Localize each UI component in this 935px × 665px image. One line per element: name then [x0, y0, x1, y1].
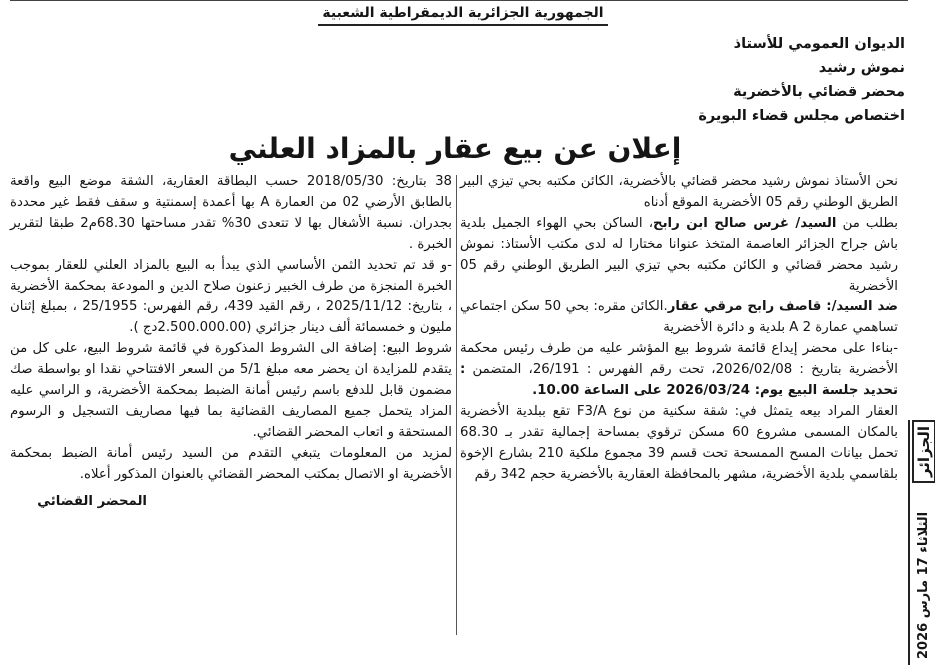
session-details: -بناءا على محضر إيداع قائمة شروط بيع المؤشر عليه من طرف رئيس محكمة الأخضرية بتاريخ : 2026/02/08، تحت رقم الفهرس : 26/191، المتضمن [460, 341, 898, 378]
side-strip-content [910, 420, 935, 665]
paragraph-session [460, 339, 898, 402]
office-line-4: اختصاص مجلس قضاء البويرة [698, 108, 905, 124]
paragraph-intro: نحن الأستاذ نموش رشيد محضر قضائي بالأخضرية، الكائن مكتبه بحي تيزي البير الطريق الوطني رقم 05 الأخضرية الموقع أدناه [460, 174, 898, 210]
paragraph-conditions: شروط البيع: إضافة الى الشروط المذكورة في قائمة شروط البيع، على كل من يتقدم للمزايدة ان يحضر معه مبلغ 5/1 من السعر الافتتاحي نقدا او بواسطة صك مضمون قابل للدفع باسم رئيس أمانة الضبط بمحكمة الأخضرية، و الراسي عليه المزاد يتحمل جميع المصاريف القضائية بما فيها مصاريف التسجيل و الرسوم المستحقة و اتعاب المحضر القضائي. [10, 341, 452, 440]
top-rule [10, 0, 908, 1]
paragraph-plaintiff [460, 214, 898, 298]
session-date: : تحديد جلسة البيع يوم: 2026/03/24 على الساعة 10.00. [460, 362, 898, 399]
office-line-2: نموش رشيد [818, 60, 905, 76]
plaintiff-details: ، الساكن بحي الهواء الجميل بلدية باش جراح الجزائر العاصمة المتخذ عنوانا مختارا له لدى مكتب الأستاذ: نموش رشيد محضر قضائي و الكائن مكتبه بحي تيزي البير الطريق الوطني رقم 05 الأخضرية [460, 215, 898, 294]
plaintiff-name: السيد/ غرس صالح ابن رابح [652, 215, 837, 231]
paragraph-property-cont: 38 بتاريخ: 2018/05/30 حسب البطاقة العقارية، الشقة موضع البيع واقعة بالطابق الأرضي 02 من العمارة A بها أعمدة إسمنتية و سقف فقط غير محددة بجدران. نسبة الأشغال بها لا تتعدى 30% تقدر مساحتها 68.30م2 طبقا لتقرير الخبرة . [10, 174, 453, 252]
plaintiff-prefix: بطلب من [836, 215, 898, 231]
office-line-3: محضر قضائي بالأخضرية [733, 84, 905, 100]
paragraph-property: العقار المراد بيعه يتمثل في: شقة سكنية من نوع F3/A تقع ببلدية الأخضرية بالمكان المسمى مشروع 60 مسكن ترقوي بمساحة إجمالية تقدر بـ 68.30 تحمل بيانات المسح الممسحة تحت قسم 39 مجموع ملكية 210 بشارع الإخوة بلقاسمي بلدية الأخضرية، مشهر بالمحافظة العقارية بالأخضرية حجم 342 رقم [460, 403, 899, 482]
office-line-1: الديوان العمومي للأستاذ [733, 36, 905, 52]
paragraph-price: -و قد تم تحديد الثمن الأساسي الذي يبدأ به البيع بالمزاد العلني للعقار بموجب الخبرة المنجزة من طرف الخبير زعنون صلاح الدين و المودعة بمحكمة الأخضرية ، بتاريخ: 2025/11/12 ، رقم القيد 439، رقم الفهرس: 25/1955 ، بمبلغ إثنان مليون و خمسمائة ألف دينار جزائري (2.500.000.00دج ). [10, 257, 453, 336]
paragraph-info: لمزيد من المعلومات يتبغي التقدم من السيد رئيس أمانة الضبط بمحكمة الأخضرية او الاتصال بمكتب المحضر القضائي بالعنوان المذكور أعلاه. [10, 445, 452, 482]
defendant-name: ضد السيد/: قاصف رابح مرقي عقار [667, 299, 898, 315]
newspaper-side-strip [908, 420, 935, 665]
bailiff-office-block [485, 32, 905, 128]
right-column [460, 172, 898, 486]
left-column [10, 172, 452, 513]
issue-date: الثلاثاء 17 مارس 2026 [916, 511, 931, 659]
newspaper-brand: الجزائر [912, 420, 935, 483]
column-divider [456, 175, 457, 635]
announcement-title: إعلان عن بيع عقار بالمزاد العلني [228, 132, 682, 165]
defendant-address: .الكائن مقره: بحي 50 سكن اجتماعي تساهمي عمارة A 2 بلدية و دائرة الأخضرية [460, 299, 898, 336]
republic-header: الجمهورية الجزائرية الديمقراطية الشعبية [318, 2, 608, 26]
paragraph-defendant [460, 297, 898, 339]
signature: المحضر القضائي [37, 493, 147, 509]
